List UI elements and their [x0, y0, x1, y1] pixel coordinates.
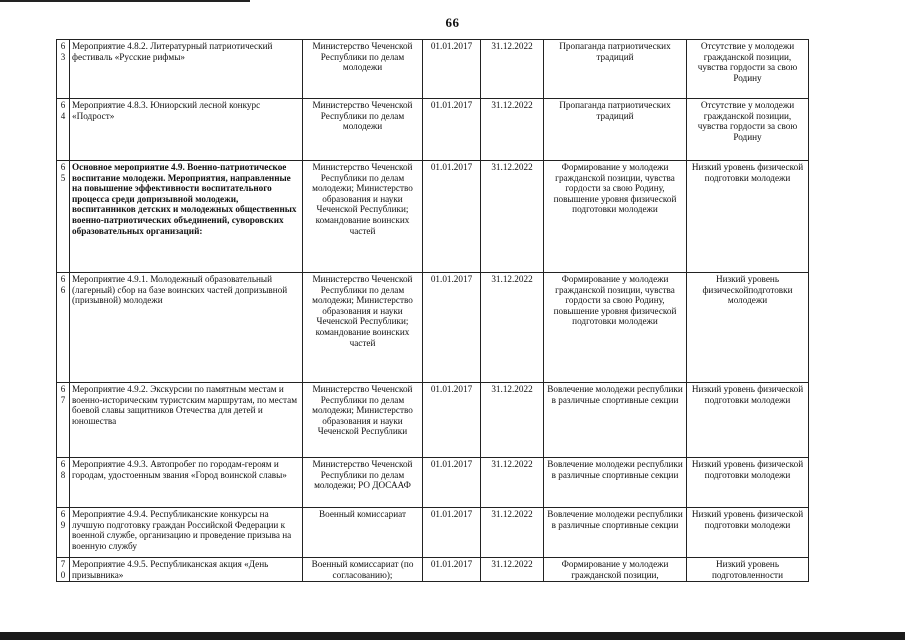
row-number: 6 9 [57, 508, 70, 558]
activity-title: Мероприятие 4.9.3. Автопробег по городам-героям и городам, удостоенным звания «Город воинской славы» [70, 458, 303, 508]
table-row [57, 99, 809, 161]
row-number: 6 5 [57, 161, 70, 273]
table-row [57, 161, 809, 273]
end-date-cell: 31.12.2022 [481, 558, 544, 582]
risk-cell: Отсутствие у молодежи гражданской позиции, чувства гордости за свою Родину [687, 40, 809, 99]
activity-title: Основное мероприятие 4.9. Военно-патриотическое воспитание молодежи. Мероприятия, направленные на повышение эффективности воспитательного процесса среди допризывной молодежи, воспитанников детских и молодежных общественных военно-патриотических объединений, суворовских образовательных организаций: [70, 161, 303, 273]
end-date-cell: 31.12.2022 [481, 383, 544, 458]
risk-cell: Низкий уровень физическойподготовки молодежи [687, 273, 809, 383]
risk-cell: Низкий уровень физической подготовки молодежи [687, 458, 809, 508]
top-rule [0, 0, 250, 2]
executor-cell: Министерство Чеченской Республики по делам молодежи [303, 99, 423, 161]
result-cell: Вовлечение молодежи республики в различные спортивные секции [544, 458, 687, 508]
row-number: 6 7 [57, 383, 70, 458]
end-date-cell: 31.12.2022 [481, 40, 544, 99]
start-date-cell: 01.01.2017 [423, 508, 481, 558]
end-date-cell: 31.12.2022 [481, 273, 544, 383]
risk-cell: Низкий уровень физической подготовки молодежи [687, 161, 809, 273]
table-row [57, 383, 809, 458]
row-number: 6 8 [57, 458, 70, 508]
activity-title: Мероприятие 4.8.3. Юниорский лесной конкурс «Подрост» [70, 99, 303, 161]
result-cell: Формирование у молодежи гражданской позиции, чувства гордости за свою Родину, повышение уровня физической подготовки молодежи [544, 161, 687, 273]
end-date-cell: 31.12.2022 [481, 508, 544, 558]
activity-title: Мероприятие 4.8.2. Литературный патриотический фестиваль «Русские рифмы» [70, 40, 303, 99]
row-number: 6 3 [57, 40, 70, 99]
start-date-cell: 01.01.2017 [423, 40, 481, 99]
table-row [57, 40, 809, 99]
risk-cell: Низкий уровень подготовленности [687, 558, 809, 582]
start-date-cell: 01.01.2017 [423, 458, 481, 508]
result-cell: Пропаганда патриотических традиций [544, 99, 687, 161]
risk-cell: Отсутствие у молодежи гражданской позиции, чувства гордости за свою Родину [687, 99, 809, 161]
result-cell: Формирование у молодежи гражданской позиции, чувства гордости за свою Родину, повышение уровня физической подготовки молодежи [544, 273, 687, 383]
start-date-cell: 01.01.2017 [423, 99, 481, 161]
activity-title: Мероприятие 4.9.2. Экскурсии по памятным местам и военно-историческим туристским маршрутам, по местам боевой славы защитников Отечества для детей и юношества [70, 383, 303, 458]
activity-title: Мероприятие 4.9.4. Республиканские конкурсы на лучшую подготовку граждан Российской Федерации к военной службе, организацию и проведение призыва на военную службу [70, 508, 303, 558]
start-date-cell: 01.01.2017 [423, 383, 481, 458]
row-number: 6 6 [57, 273, 70, 383]
executor-cell: Министерство Чеченской Республики по делам молодежи [303, 40, 423, 99]
start-date-cell: 01.01.2017 [423, 161, 481, 273]
executor-cell: Министерство Чеченской Республики по делам молодежи; Министерство образования и науки Чеченской Республики; командование воинских частей [303, 161, 423, 273]
risk-cell: Низкий уровень физической подготовки молодежи [687, 383, 809, 458]
executor-cell: Военный комиссариат [303, 508, 423, 558]
end-date-cell: 31.12.2022 [481, 458, 544, 508]
executor-cell: Военный комиссариат (по согласованию); [303, 558, 423, 582]
activity-title: Мероприятие 4.9.1. Молодежный образовательный (лагерный) сбор на базе воинских частей допризывной (призывной) молодежи [70, 273, 303, 383]
executor-cell: Министерство Чеченской Республики по делам молодежи; Министерство образования и науки Чеченской Республики; командование воинских частей [303, 273, 423, 383]
executor-cell: Министерство Чеченской Республики по делам молодежи; РО ДОСААФ [303, 458, 423, 508]
row-number: 6 4 [57, 99, 70, 161]
activity-title: Мероприятие 4.9.5. Республиканская акция «День призывника» [70, 558, 303, 582]
executor-cell: Министерство Чеченской Республики по делам молодежи; Министерство образования и науки Чеченской Республики [303, 383, 423, 458]
row-number: 7 0 [57, 558, 70, 582]
start-date-cell: 01.01.2017 [423, 558, 481, 582]
table-row [57, 508, 809, 558]
risk-cell: Низкий уровень физической подготовки молодежи [687, 508, 809, 558]
result-cell: Вовлечение молодежи республики в различные спортивные секции [544, 508, 687, 558]
result-cell: Формирование у молодежи гражданской позиции, [544, 558, 687, 582]
table-row [57, 273, 809, 383]
page-number: 66 [445, 15, 460, 30]
bottom-scan-edge [0, 632, 905, 640]
table-row [57, 458, 809, 508]
end-date-cell: 31.12.2022 [481, 99, 544, 161]
result-cell: Пропаганда патриотических традиций [544, 40, 687, 99]
program-table [56, 39, 809, 582]
result-cell: Вовлечение молодежи республики в различные спортивные секции [544, 383, 687, 458]
table-row [57, 558, 809, 582]
end-date-cell: 31.12.2022 [481, 161, 544, 273]
start-date-cell: 01.01.2017 [423, 273, 481, 383]
